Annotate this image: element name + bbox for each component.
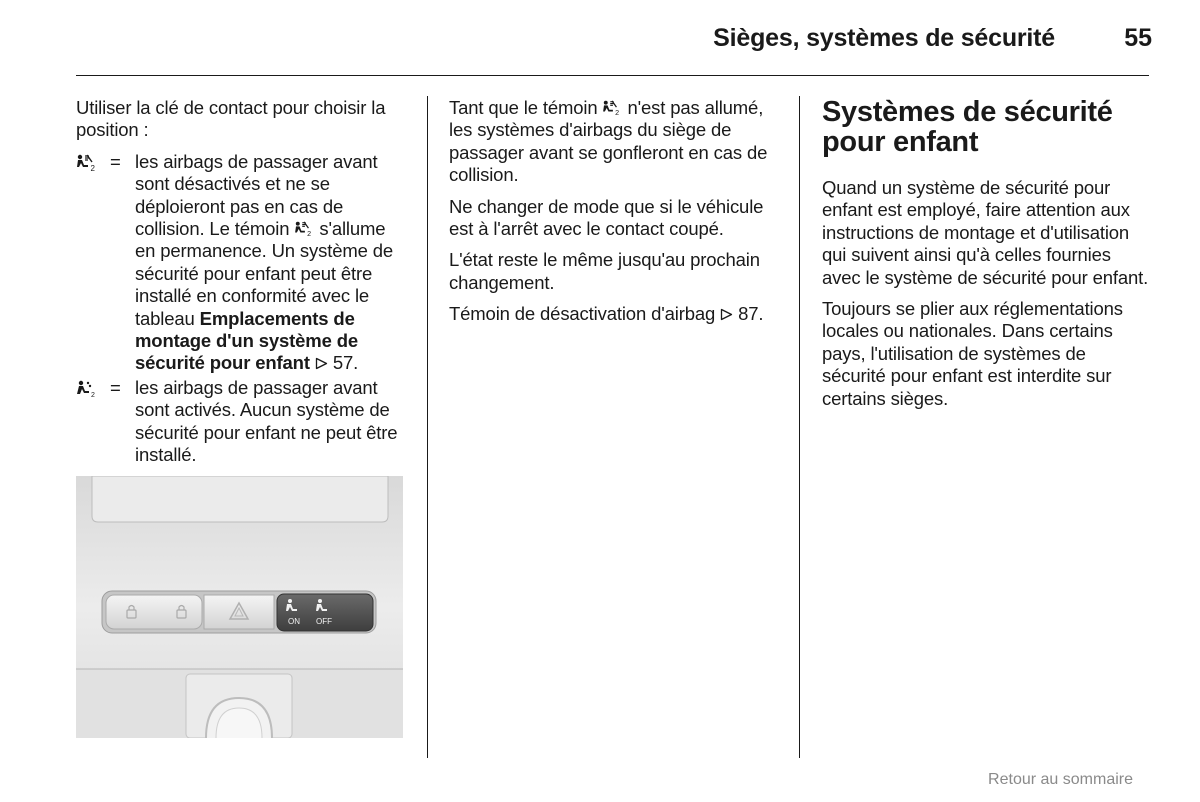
switch-on-label: ON bbox=[288, 617, 300, 626]
page-reference-arrow-icon bbox=[720, 308, 733, 321]
airbag-off-icon bbox=[602, 100, 622, 116]
column-right bbox=[822, 97, 1154, 419]
intro-paragraph: Utiliser la clé de contact pour choisir la position : bbox=[76, 97, 386, 141]
text: Tant que le témoin bbox=[449, 97, 598, 118]
switch-off-label: OFF bbox=[316, 617, 332, 626]
paragraph: Quand un système de sécurité pour enfant est employé, faire attention aux instructions de montage et d'utilisation qui suivent ainsi qu'à celles fournies avec le système de sécurité pour enfant. bbox=[822, 177, 1149, 288]
paragraph: Ne changer de mode que si le véhicule est à l'arrêt avec le contact coupé. bbox=[449, 195, 764, 240]
page-reference-arrow-icon bbox=[315, 357, 328, 370]
paragraph bbox=[449, 97, 769, 187]
header-title: Sièges, systèmes de sécurité bbox=[713, 24, 1055, 52]
legend-text: les airbags de passager avant sont désactivés et ne se déploieront pas en cas de collision. Le témoin bbox=[135, 150, 378, 240]
text: n'est pas allumé, les systèmes d'airbags du siège de passager avant se gonfleront en cas de collision. bbox=[449, 97, 768, 186]
legend-text: les airbags de passager avant sont activés. Aucun système de sécurité pour enfant ne peut être installé. bbox=[135, 376, 398, 466]
text: Témoin de désactivation d'airbag bbox=[449, 303, 716, 325]
airbag-off-icon bbox=[294, 221, 314, 237]
column-divider bbox=[799, 96, 800, 758]
section-heading: Systèmes de sécurité pour enfant bbox=[822, 96, 1113, 158]
column-left bbox=[76, 97, 408, 467]
paragraph: L'état reste le même jusqu'au prochain changement. bbox=[449, 249, 760, 293]
paragraph bbox=[449, 303, 769, 325]
header-divider bbox=[76, 75, 1149, 76]
equals-sign: = bbox=[110, 150, 121, 172]
dashboard-switch-photo bbox=[76, 476, 403, 738]
legend-item-airbag-off bbox=[76, 151, 408, 375]
table-reference-bold: Emplacements de montage d'un système de sécurité pour enfant bbox=[135, 307, 359, 374]
page-number: 55 bbox=[1124, 24, 1152, 52]
back-to-contents-link[interactable]: Retour au sommaire bbox=[988, 771, 1133, 788]
airbag-on-icon bbox=[76, 380, 98, 398]
paragraph: Toujours se plier aux réglementations locales ou nationales. Dans certains pays, l'utilisation de systèmes de sécurité pour enfant est interdite sur certains sièges. bbox=[822, 298, 1123, 409]
column-middle bbox=[449, 97, 769, 335]
airbag-off-icon bbox=[76, 154, 98, 172]
legend-text: s'allume en permanence. Un système de sécurité pour enfant peut être installé en conformité avec le tableau bbox=[135, 218, 394, 329]
column-divider bbox=[427, 96, 428, 758]
legend-item-airbag-on bbox=[76, 377, 408, 467]
page-reference: 87. bbox=[738, 303, 764, 325]
page-reference: 57. bbox=[332, 352, 359, 374]
equals-sign: = bbox=[110, 376, 121, 398]
